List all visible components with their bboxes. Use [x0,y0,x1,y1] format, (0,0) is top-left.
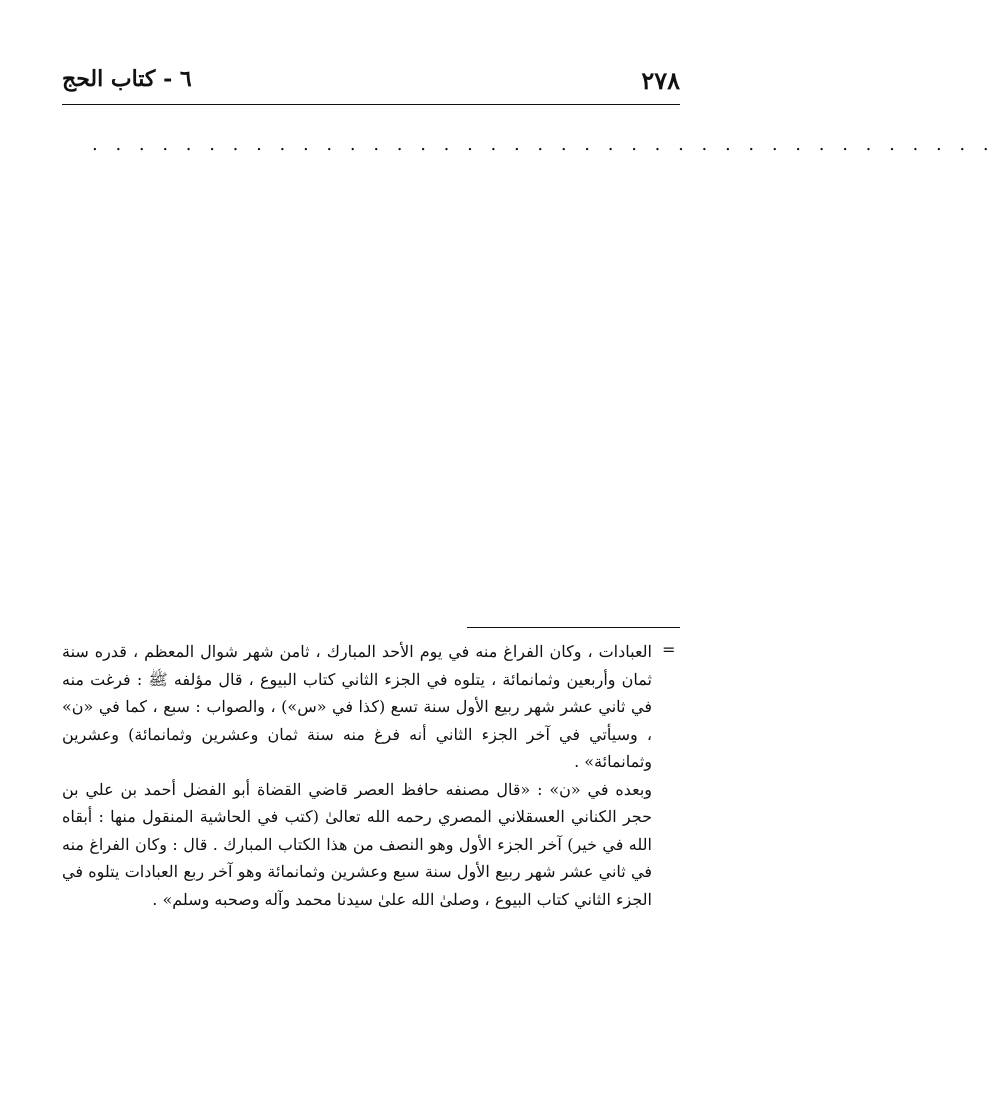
omission-dots: . . . . . . . . . . . . . . . . . . . . . . . . . . . . . . . . . . . . . . . [92,134,995,155]
header-divider [62,104,680,105]
footnote-divider [467,627,680,628]
footnote-paragraph: العبادات ، وكان الفراغ منه في يوم الأحد المبارك ، ثامن شهر شوال المعظم ، قدره سنة ثمان وأربعين وثمانمائة ، يتلوه في الجزء الثاني كتاب البيوع ، قال مؤلفه ﷺ : فرغت منه في ثاني عشر شهر ربيع الأول سنة تسع (كذا في «س») ، والصواب : سبع ، كما في «ن» ، وسيأتي في آخر الجزء الثاني أنه فرغ منه سنة ثمان وعشرين وثمانمائة) وعشرين وثمانمائة» . [62,642,652,771]
chapter-title: ٦ - كتاب الحج [62,66,192,92]
footnote-continuation-mark: = [662,640,676,659]
footnote-paragraph: وبعده في «ن» : «قال مصنفه حافظ العصر قاضي القضاة أبو الفضل أحمد بن علي بن حجر الكناني العسقلاني المصري رحمه الله تعالىٰ (كتب في الحاشية المنقول منها : أبقاه الله في خير) آخر الجزء الأول وهو النصف من هذا الكتاب المبارك . قال : وكان الفراغ منه في ثاني عشر شهر ربيع الأول سنة سبع وعشرين وثمانمائة وهو آخر ربع العبادات يتلوه في الجزء الثاني كتاب البيوع ، وصلىٰ الله علىٰ سيدنا محمد وآله وصحبه وسلم» . [62,779,653,909]
running-header [62,62,680,102]
page-number: ٢٧٨ [641,66,680,95]
footnote-block [62,638,652,913]
